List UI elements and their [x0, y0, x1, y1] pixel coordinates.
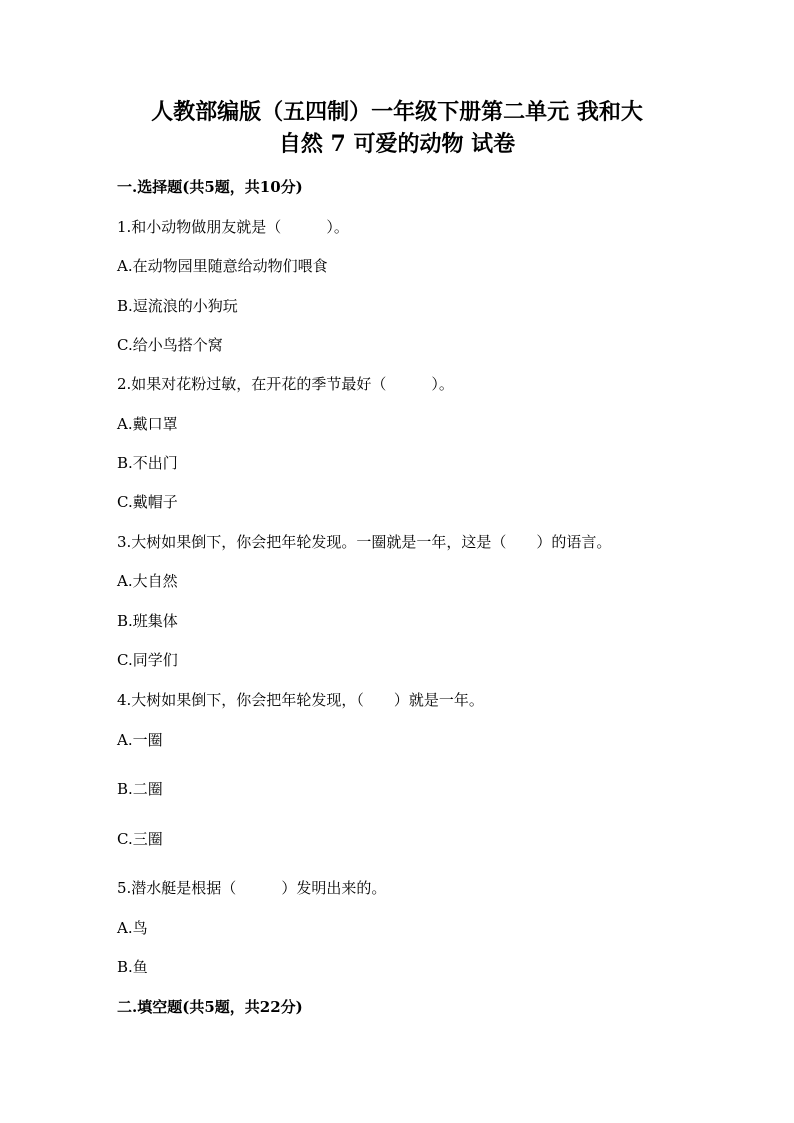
question-3-option-a: A.大自然: [117, 572, 178, 590]
question-4-option-c: C.三圈: [117, 830, 163, 848]
question-4-option-b: B.二圈: [117, 780, 163, 798]
question-3-stem: 3.大树如果倒下，你会把年轮发现。一圈就是一年，这是（ ）的语言。: [117, 533, 612, 551]
question-3-option-b: B.班集体: [117, 612, 178, 630]
question-2-option-b: B.不出门: [117, 454, 178, 472]
section-heading-fill-in: 二.填空题(共5题，共22分): [117, 998, 303, 1016]
question-5-stem: 5.潜水艇是根据（ ）发明出来的。: [117, 879, 387, 897]
question-1-option-c: C.给小鸟搭个窝: [117, 336, 223, 354]
question-3-option-c: C.同学们: [117, 651, 178, 669]
page-title-line-2: 自然 7 可爱的动物 试卷: [278, 131, 516, 157]
question-1-stem: 1.和小动物做朋友就是（ ）。: [117, 218, 349, 236]
question-2-option-a: A.戴口罩: [117, 415, 178, 433]
question-1-option-b: B.逗流浪的小狗玩: [117, 297, 238, 315]
section-heading-choice: 一.选择题(共5题，共10分): [117, 178, 303, 196]
page-title-line-1: 人教部编版（五四制）一年级下册第二单元 我和大: [151, 99, 643, 125]
question-1-option-a: A.在动物园里随意给动物们喂食: [117, 257, 328, 275]
question-2-option-c: C.戴帽子: [117, 493, 178, 511]
question-2-stem: 2.如果对花粉过敏，在开花的季节最好（ ）。: [117, 375, 454, 393]
question-5-option-b: B.鱼: [117, 958, 148, 976]
question-4-stem: 4.大树如果倒下，你会把年轮发现，（ ）就是一年。: [117, 691, 484, 709]
question-5-option-a: A.鸟: [117, 919, 148, 937]
question-4-option-a: A.一圈: [117, 731, 163, 749]
